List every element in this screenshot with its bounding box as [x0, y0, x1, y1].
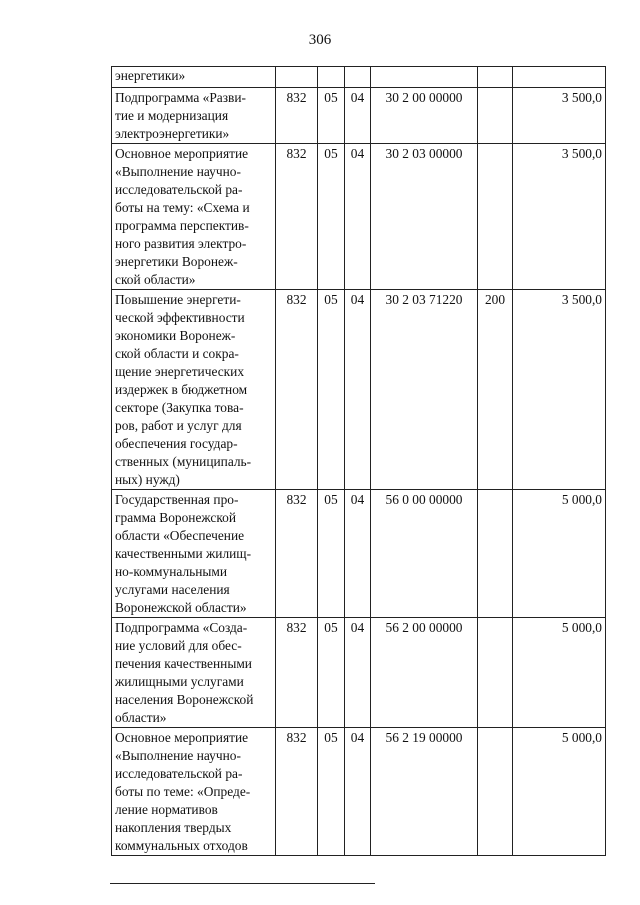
- budget-table: [111, 66, 606, 856]
- target-article-cell: 56 2 19 00000: [371, 728, 478, 856]
- amount-cell: 3 500,0: [513, 88, 606, 144]
- subsection-code-cell: 04: [345, 144, 371, 290]
- expense-type-cell: [478, 728, 513, 856]
- subsection-code-cell: 04: [345, 618, 371, 728]
- table-row: [112, 144, 606, 290]
- amount-cell: 5 000,0: [513, 728, 606, 856]
- continuation-row: [112, 67, 606, 88]
- amount-cell: 3 500,0: [513, 144, 606, 290]
- amount-cell: 5 000,0: [513, 490, 606, 618]
- empty-cell: [513, 67, 606, 88]
- item-name-cell: Государственная про- грамма Воронежской области «Обеспечение качественными жилищ- но-коммунальными услугами населения Воронежской области»: [112, 490, 276, 618]
- expense-type-cell: 200: [478, 290, 513, 490]
- expense-type-cell: [478, 490, 513, 618]
- section-code-cell: 05: [318, 490, 345, 618]
- continuation-text: энергетики»: [112, 67, 276, 88]
- section-code-cell: 05: [318, 618, 345, 728]
- page-number: 306: [308, 32, 332, 48]
- table-row: [112, 490, 606, 618]
- empty-cell: [276, 67, 318, 88]
- subsection-code-cell: 04: [345, 88, 371, 144]
- item-name-cell: Основное мероприятие «Выполнение научно- исследовательской ра- боты по теме: «Опреде- ление нормативов накопления твердых коммунальных отходов: [112, 728, 276, 856]
- empty-cell: [345, 67, 371, 88]
- table-row: [112, 618, 606, 728]
- expense-type-cell: [478, 618, 513, 728]
- target-article-cell: 30 2 03 71220: [371, 290, 478, 490]
- item-name-cell: Подпрограмма «Созда- ние условий для обес- печения качественными жилищными услугами населения Воронежской области»: [112, 618, 276, 728]
- subsection-code-cell: 04: [345, 490, 371, 618]
- table-row: [112, 728, 606, 856]
- target-article-cell: 56 2 00 00000: [371, 618, 478, 728]
- item-name-cell: Повышение энергети- ческой эффективности экономики Воронеж- ской области и сокра- щение энергетических издержек в бюджетном секторе (Закупка това- ров, работ и услуг для обеспечения государ- ственных (муниципаль- ных) нужд): [112, 290, 276, 490]
- grbs-code-cell: 832: [276, 88, 318, 144]
- table-row: [112, 290, 606, 490]
- expense-type-cell: [478, 88, 513, 144]
- grbs-code-cell: 832: [276, 290, 318, 490]
- target-article-cell: 30 2 00 00000: [371, 88, 478, 144]
- empty-cell: [318, 67, 345, 88]
- subsection-code-cell: 04: [345, 728, 371, 856]
- footnote-separator: [110, 883, 375, 884]
- section-code-cell: 05: [318, 290, 345, 490]
- section-code-cell: 05: [318, 144, 345, 290]
- target-article-cell: 30 2 03 00000: [371, 144, 478, 290]
- section-code-cell: 05: [318, 88, 345, 144]
- subsection-code-cell: 04: [345, 290, 371, 490]
- item-name-cell: Подпрограмма «Разви- тие и модернизация электроэнергетики»: [112, 88, 276, 144]
- section-code-cell: 05: [318, 728, 345, 856]
- amount-cell: 3 500,0: [513, 290, 606, 490]
- empty-cell: [478, 67, 513, 88]
- amount-cell: 5 000,0: [513, 618, 606, 728]
- item-name-cell: Основное мероприятие «Выполнение научно- исследовательской ра- боты на тему: «Схема и программа перспектив- ного развития электро- энергетики Воронеж- ской области»: [112, 144, 276, 290]
- target-article-cell: 56 0 00 00000: [371, 490, 478, 618]
- expense-type-cell: [478, 144, 513, 290]
- grbs-code-cell: 832: [276, 618, 318, 728]
- grbs-code-cell: 832: [276, 144, 318, 290]
- grbs-code-cell: 832: [276, 728, 318, 856]
- table-row: [112, 88, 606, 144]
- empty-cell: [371, 67, 478, 88]
- grbs-code-cell: 832: [276, 490, 318, 618]
